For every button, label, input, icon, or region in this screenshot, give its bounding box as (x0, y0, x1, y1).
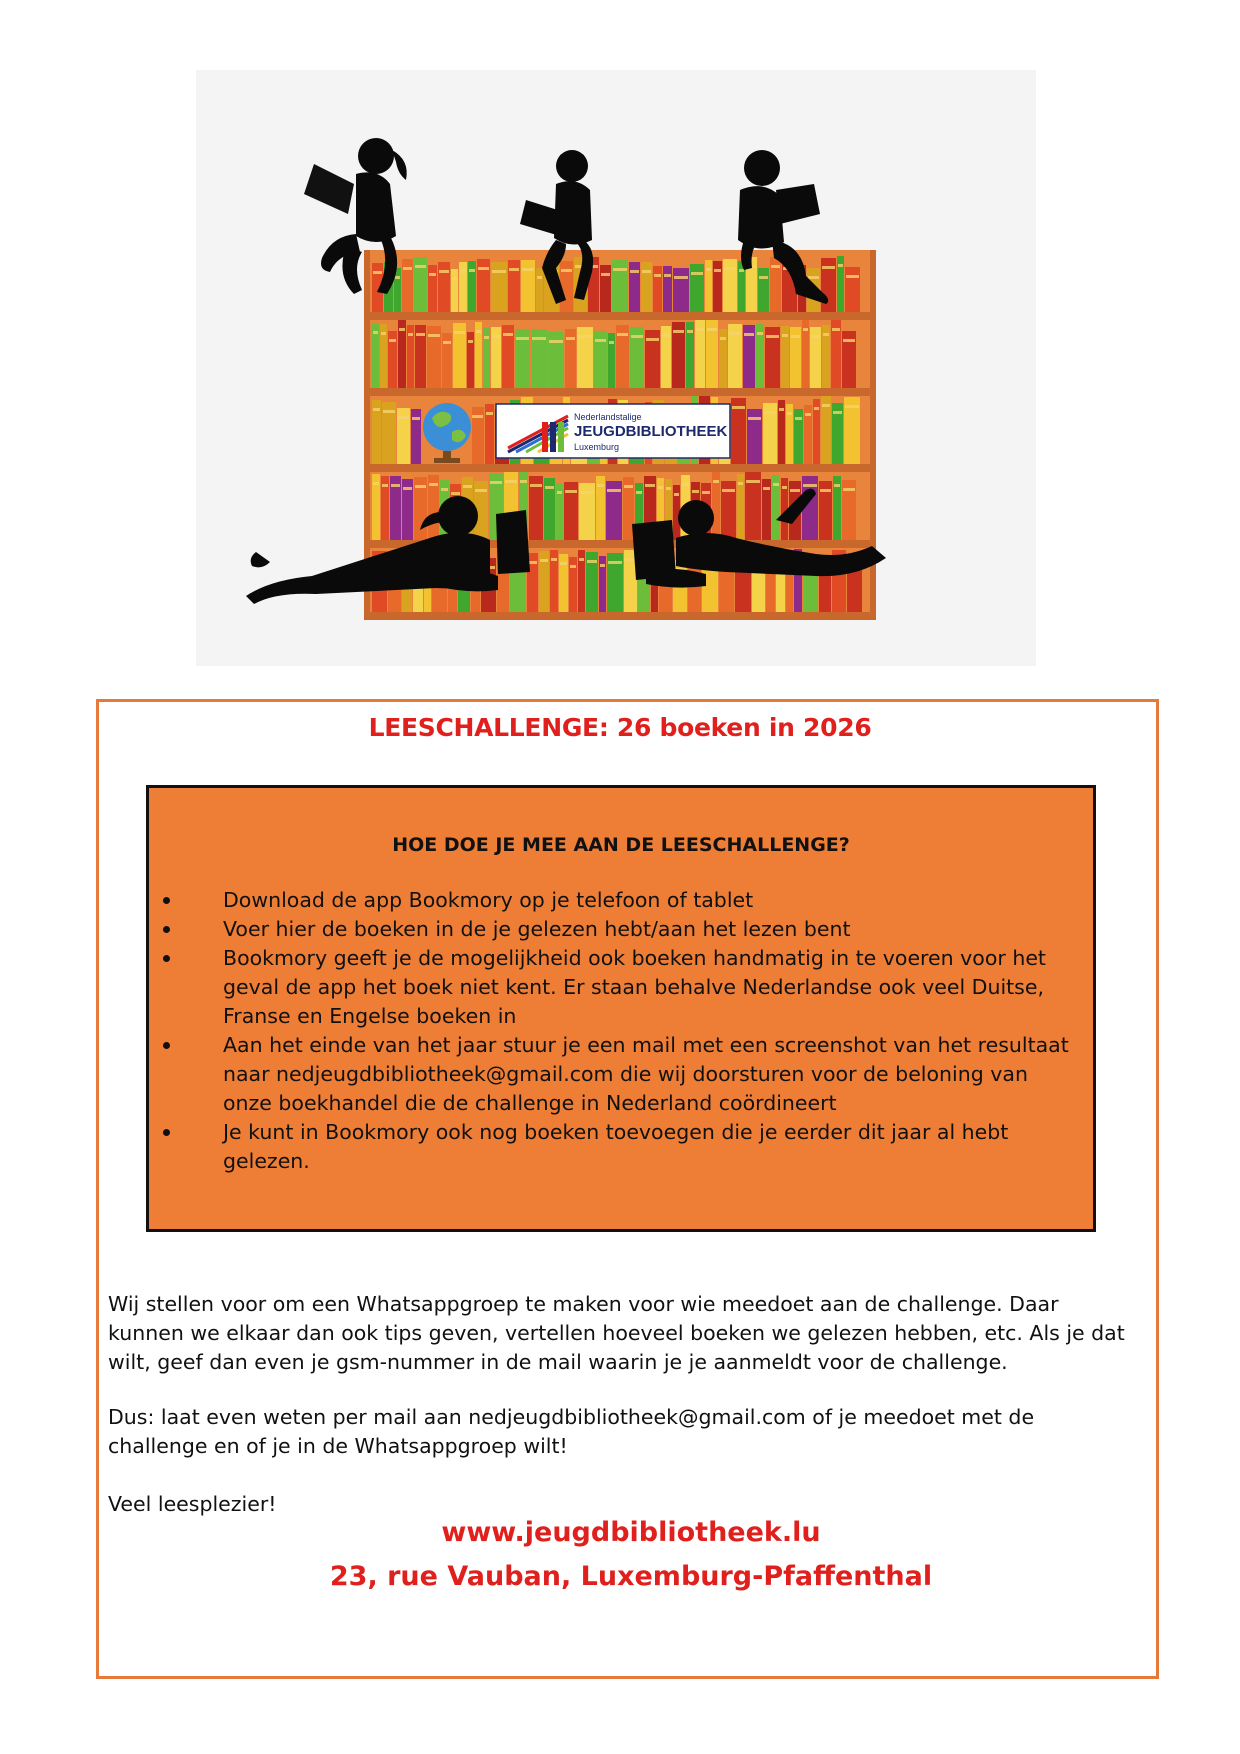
book-band (530, 484, 542, 487)
book-band (739, 269, 744, 272)
book-band (724, 267, 736, 270)
book-band (381, 332, 386, 335)
book-spine (845, 267, 860, 312)
page-title: LEESCHALLENGE: 26 boeken in 2026 (368, 713, 872, 742)
book-band (561, 269, 572, 272)
book-spine (690, 264, 704, 312)
book-band (682, 483, 689, 486)
book-band (779, 408, 784, 411)
book-band (805, 413, 811, 416)
book-band (398, 416, 409, 419)
book-band (439, 270, 449, 273)
book-band (578, 335, 592, 338)
book-spine (402, 259, 413, 312)
book-band (803, 484, 817, 487)
book-band (636, 491, 642, 494)
book-band (843, 488, 855, 491)
book-band (382, 484, 388, 487)
book-band (452, 277, 457, 280)
book-band (537, 276, 542, 279)
book-band (782, 334, 788, 337)
book-band (662, 334, 670, 337)
book-band (645, 484, 655, 487)
book-band (557, 491, 562, 494)
book-band (782, 486, 787, 489)
book-band (391, 484, 400, 487)
book-band (443, 341, 451, 344)
book-band (630, 270, 639, 273)
book-spine (723, 259, 737, 312)
book-band (492, 335, 500, 338)
book-band (787, 412, 792, 415)
book-band (791, 335, 800, 338)
book-spine (468, 261, 476, 312)
book-band (595, 339, 606, 342)
book-band (441, 488, 448, 491)
book-band (428, 334, 440, 337)
book-band (475, 489, 487, 492)
book-spine (428, 265, 437, 312)
book-band (757, 332, 763, 335)
book-band (451, 492, 460, 495)
book-band (691, 272, 703, 275)
book-band (764, 411, 776, 414)
book-band (600, 564, 605, 567)
book-band (732, 406, 745, 409)
book-spine (705, 260, 712, 312)
book-band (845, 405, 859, 408)
book-band (846, 275, 859, 278)
address-text: 23, rue Vauban, Luxemburg-Pfaffenthal (329, 1561, 933, 1592)
book-band (580, 491, 594, 494)
book-band (722, 489, 735, 492)
book-band (823, 333, 829, 336)
book-band (713, 480, 719, 483)
book-band (389, 339, 396, 342)
book-band (664, 274, 671, 277)
list-item: Voer hier de boeken in de je gelezen hebt/aan het lezen bent (149, 915, 1089, 944)
book-band (607, 489, 621, 492)
logo-line1: Nederlandstalige (574, 412, 642, 422)
book-spine (663, 266, 672, 312)
book-spine (438, 262, 450, 312)
book-band (706, 268, 711, 271)
book-band (373, 482, 379, 485)
book-band (658, 486, 663, 489)
book-band (463, 485, 472, 488)
book-band (468, 340, 473, 343)
book-spine (612, 260, 628, 312)
book-band (803, 328, 808, 331)
book-band (415, 485, 426, 488)
book-band (503, 333, 513, 336)
book-band (454, 331, 465, 334)
book-band (720, 337, 726, 340)
book-band (832, 328, 840, 331)
book-spine (459, 262, 467, 312)
book-band (545, 486, 554, 489)
book-spine (491, 262, 507, 312)
book-band (687, 330, 693, 333)
book-band (560, 562, 567, 565)
book-band (551, 558, 557, 561)
book-band (746, 480, 760, 483)
book-band (373, 331, 378, 334)
book-band (766, 335, 779, 338)
book-band (838, 264, 843, 267)
logo-line2: JEUGDBIBLIOTHEEK (574, 423, 728, 440)
book-band (759, 276, 768, 279)
book-band (631, 335, 643, 338)
book-spine (560, 261, 573, 312)
book-spine (508, 260, 520, 312)
book-spine (521, 260, 535, 312)
instructions-title: HOE DOE JE MEE AAN DE LEESCHALLENGE? (392, 834, 850, 856)
book-band (484, 336, 489, 339)
book-band (415, 265, 426, 268)
book-band (625, 558, 636, 561)
book-band (617, 333, 628, 336)
book-band (811, 335, 820, 338)
book-band (608, 561, 622, 564)
book-band (773, 483, 779, 486)
book-band (646, 338, 659, 341)
book-band (834, 484, 840, 487)
bullet-icon (163, 955, 170, 962)
book-band (587, 560, 597, 563)
book-band (808, 276, 819, 279)
book-band (566, 337, 575, 340)
book-band (744, 333, 754, 336)
book-band (673, 330, 684, 333)
book-band (505, 480, 517, 483)
website-link[interactable]: www.jeugdbibliotheek.lu (441, 1517, 821, 1548)
book-band (692, 490, 699, 493)
book-band (478, 267, 489, 270)
book-band (707, 328, 717, 331)
book-band (373, 271, 382, 274)
book-band (570, 565, 576, 568)
book-band (565, 490, 577, 493)
book-band (702, 491, 710, 494)
bullet-icon (163, 926, 170, 933)
book-band (516, 337, 529, 340)
book-band (714, 269, 721, 272)
book-band (383, 410, 395, 413)
book-band (748, 417, 761, 420)
book-band (476, 330, 481, 333)
book-spine (673, 268, 689, 312)
list-item: Je kunt in Bookmory ook nog boeken toevoegen die je eerder dit jaar al hebt gelezen. (149, 1118, 1089, 1176)
book-band (738, 482, 743, 485)
book-spine (477, 259, 490, 312)
book-band (822, 266, 835, 269)
book-band (429, 483, 438, 486)
list-item: Aan het einde van het jaar stuur je een mail met een screenshot van het resultaat naar nedjeugdbibliotheek@gmail.com die wij doorsturen voor de beloning van onze boekhandel die de challenge in Nederland coördineert (149, 1031, 1089, 1118)
logo-line3: Luxemburg (574, 442, 620, 452)
book-band (490, 481, 502, 484)
whatsapp-paragraph: Wij stellen voor om een Whatsappgroep te maken voor wie meedoet aan de challenge. Daar kunnen we elkaar dan ook tips geven, vertellen hoeveel boeken we gelezen hebben, etc. Als je dat wilt, geef dan even je gsm-nummer in de mail waarin je je aanmeldt voor de challenge. (108, 1292, 1125, 1374)
bullet-icon (163, 1129, 170, 1136)
book-spine (653, 266, 662, 312)
signup-paragraph: Dus: laat even weten per mail aan nedjeugdbibliotheek@gmail.com of je meedoet met de challenge en of je in de Whatsappgroep wilt! (108, 1405, 1035, 1458)
book-band (408, 333, 413, 336)
book-spine (713, 261, 722, 312)
book-band (771, 265, 780, 268)
book-band (833, 411, 842, 414)
book-band (642, 270, 651, 273)
list-item: Bookmory geeft je de mogelijkheid ook boeken handmatig in te voeren voor het geval de app het boek niet kent. Er staan behalve Nederlandse ook veel Duitse, Franse en Engelse boeken in (149, 944, 1089, 1031)
book-band (820, 489, 831, 492)
book-band (522, 268, 534, 271)
book-band (520, 480, 527, 483)
instructions-box (146, 785, 1096, 1232)
hero-illustration (196, 70, 1036, 666)
book-band (795, 417, 802, 420)
book-band (472, 415, 483, 418)
book-band (373, 408, 380, 411)
bullet-icon (163, 1042, 170, 1049)
instructions-list (149, 886, 1089, 1176)
book-band (822, 404, 830, 407)
list-item: Download de app Bookmory op je telefoon of tablet (149, 886, 1089, 915)
book-band (674, 493, 679, 496)
book-band (460, 270, 466, 273)
book-band (429, 273, 436, 276)
book-band (509, 268, 519, 271)
book-band (843, 339, 855, 342)
book-spine (641, 262, 652, 312)
book-band (601, 273, 610, 276)
book-band (654, 274, 661, 277)
book-band (549, 340, 563, 343)
book-band (609, 341, 614, 344)
book-band (624, 485, 633, 488)
girl-reading-silhouette (304, 138, 407, 294)
book-band (790, 489, 800, 492)
book-band (540, 559, 548, 562)
book-band (696, 328, 704, 331)
book-band (579, 558, 584, 561)
book-band (492, 270, 506, 273)
book-band (613, 268, 627, 271)
book-band (597, 484, 604, 487)
book-spine (758, 268, 769, 312)
book-band (416, 333, 425, 336)
book-band (469, 269, 475, 272)
book-band (412, 417, 420, 420)
bullet-icon (163, 897, 170, 904)
library-logo (496, 404, 730, 458)
book-spine (600, 265, 611, 312)
book-spine (629, 262, 640, 312)
book-band (729, 332, 741, 335)
book-spine (536, 268, 543, 312)
book-band (403, 487, 412, 490)
book-band (403, 267, 412, 270)
book-band (666, 487, 671, 490)
book-band (814, 407, 819, 410)
book-band (395, 276, 400, 279)
book-band (399, 328, 405, 331)
book-band (486, 412, 493, 415)
book-band (532, 337, 546, 340)
book-band (674, 276, 688, 279)
book-band (763, 487, 770, 490)
globe-icon (422, 396, 472, 464)
book-spine (451, 269, 458, 312)
closing-line: Veel leesplezier! (108, 1492, 277, 1516)
